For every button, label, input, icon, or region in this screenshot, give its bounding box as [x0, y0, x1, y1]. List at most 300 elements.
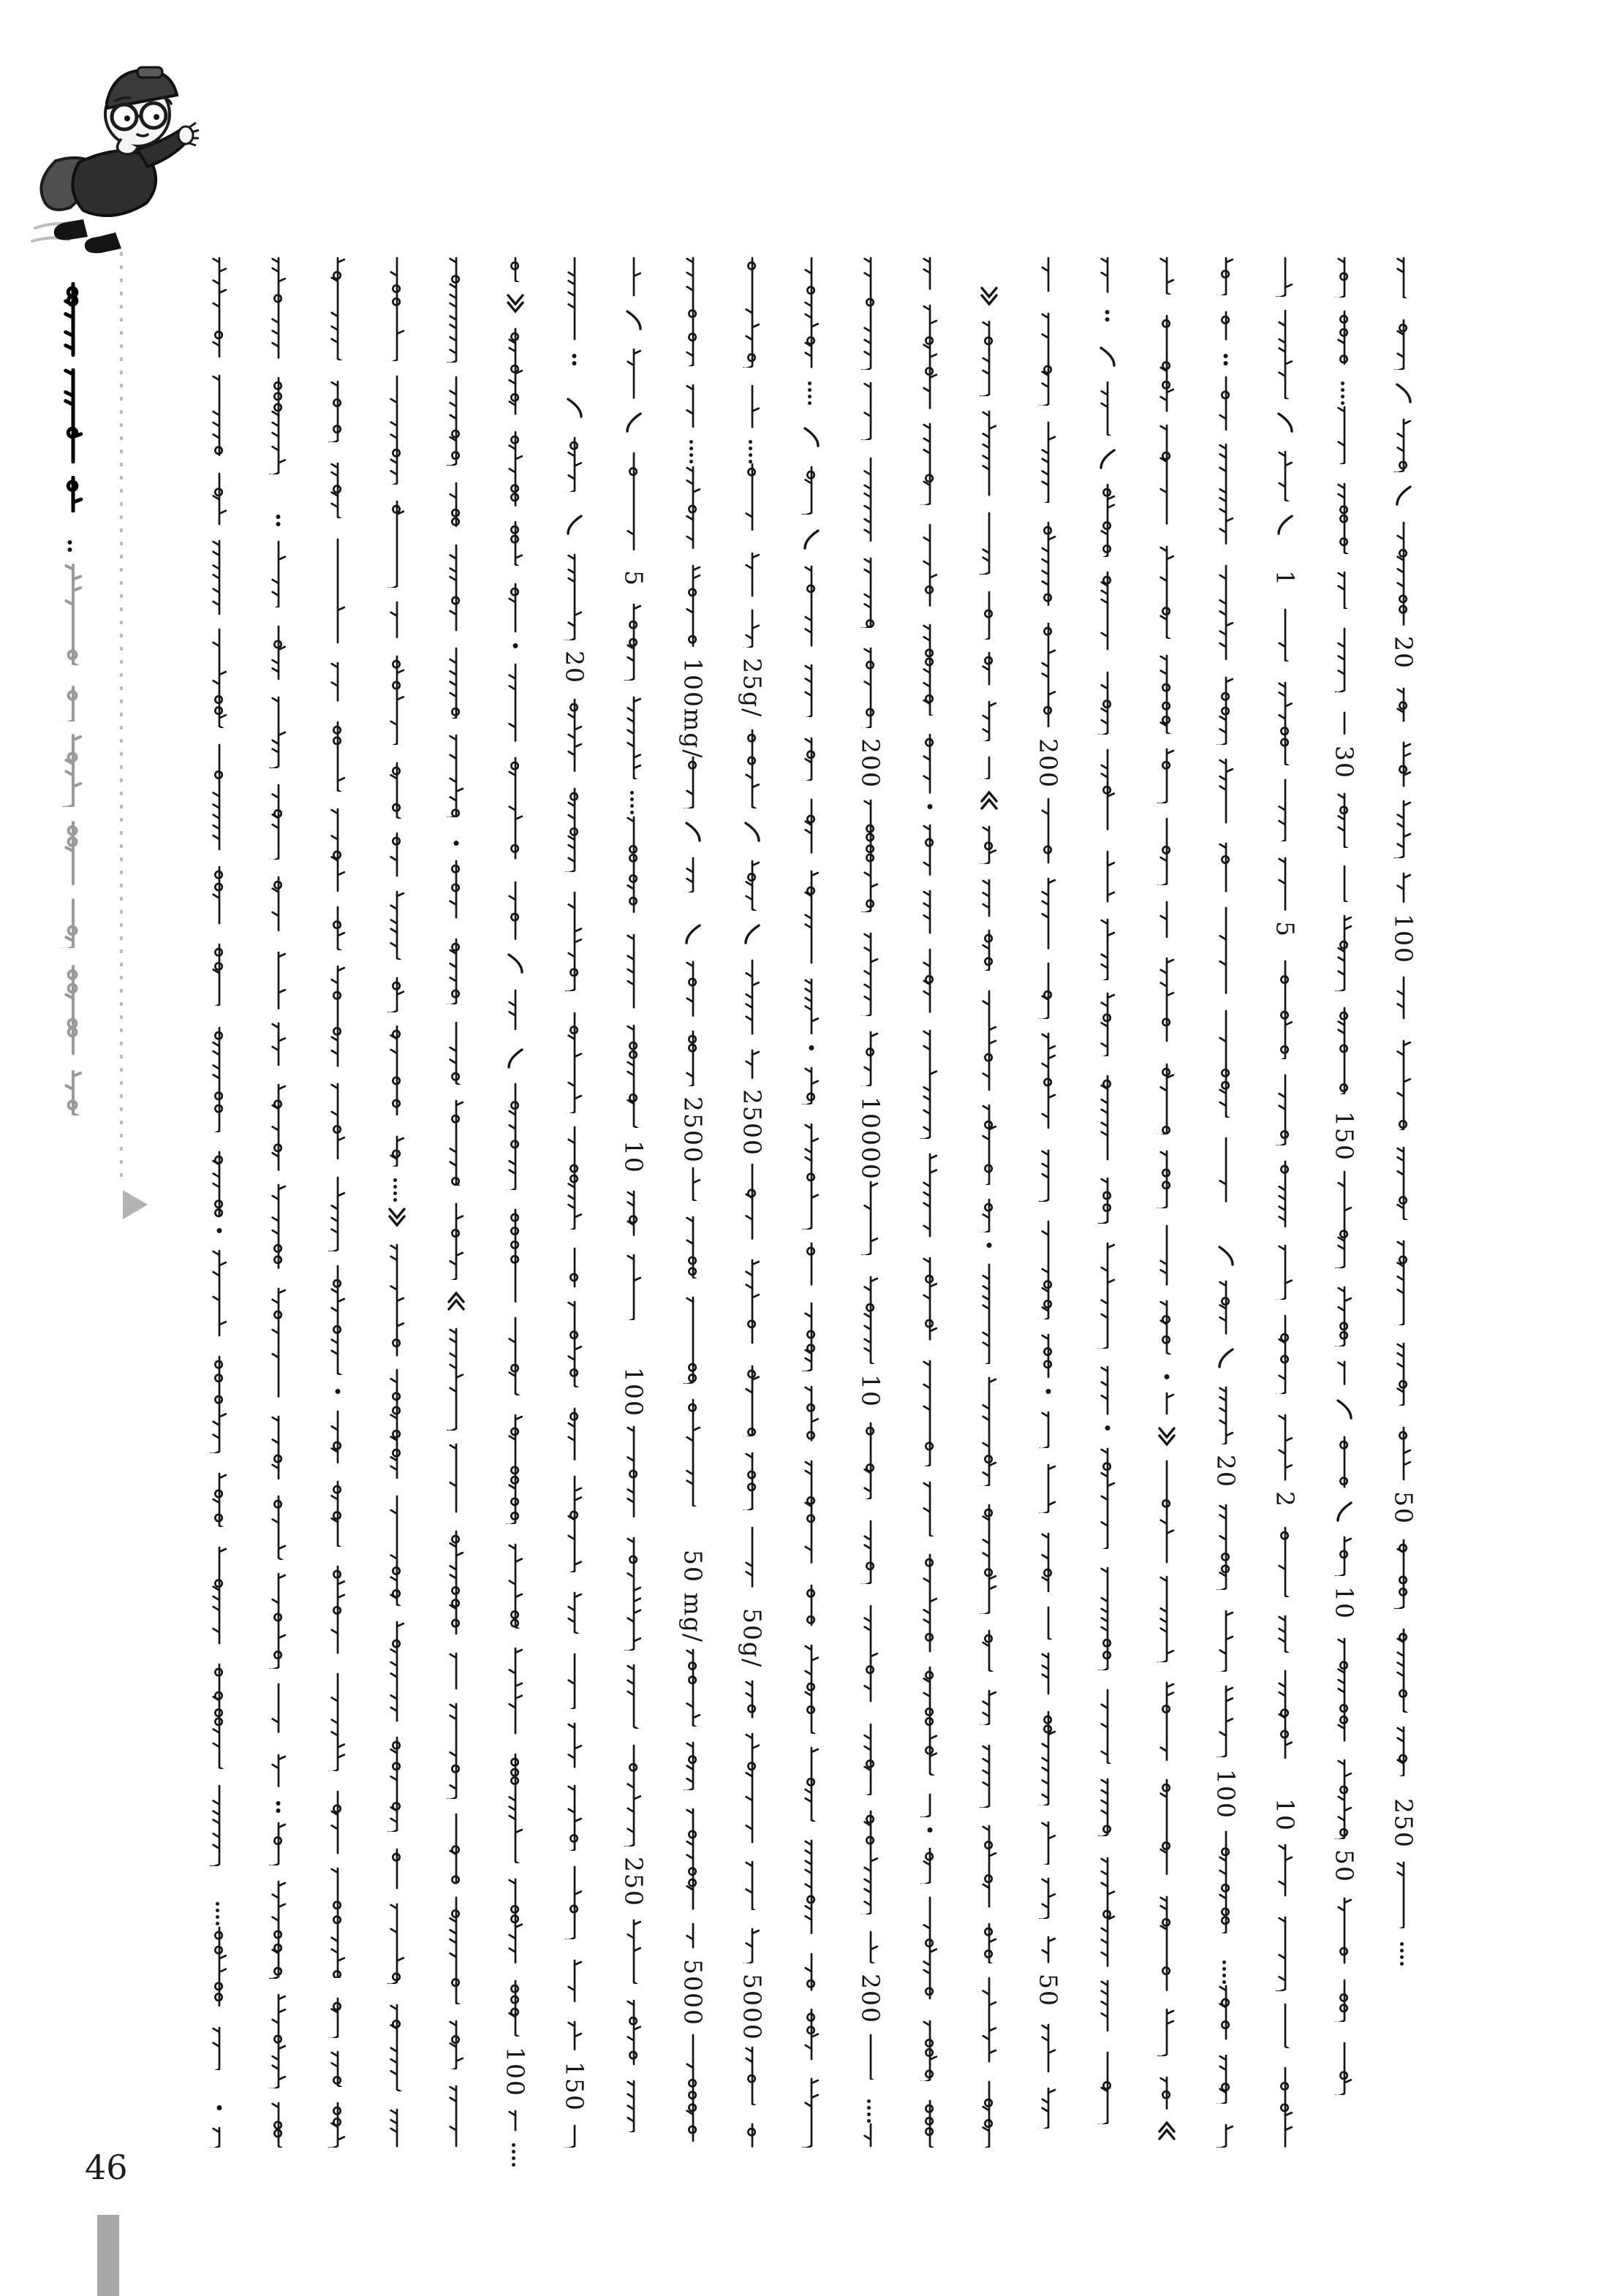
mongolian-word	[1098, 2051, 1117, 2124]
mongolian-word	[1335, 1286, 1354, 1346]
mongolian-word	[624, 1537, 643, 1651]
mongolian-word	[210, 1249, 229, 1337]
lesson-subtitle-word	[62, 821, 84, 885]
mongolian-word	[684, 1167, 703, 1201]
embedded-number: 100	[1389, 914, 1418, 964]
mongolian-word	[1276, 960, 1295, 1060]
mongolian-word	[861, 647, 880, 728]
mongolian-word	[1157, 1063, 1176, 1134]
mongolian-word	[861, 1276, 880, 1364]
mongolian-word	[506, 1208, 525, 1303]
mongolian-word	[743, 384, 762, 428]
mongolian-word	[269, 696, 288, 768]
embedded-number: 50	[1389, 1491, 1418, 1525]
mongolian-word	[980, 2080, 999, 2148]
mongolian-word	[1098, 850, 1117, 903]
mongolian-word	[506, 1753, 525, 1863]
mongolian-word	[1276, 1074, 1295, 1145]
embedded-number: 100	[501, 2047, 530, 2097]
mongolian-word	[980, 1263, 999, 1365]
mongolian-word	[565, 1126, 584, 1230]
mongolian-word	[565, 257, 584, 341]
mongolian-word	[447, 1202, 466, 1280]
mongolian-word	[1217, 2123, 1236, 2148]
parenthesis-mark	[1098, 446, 1117, 472]
mongolian-word	[1039, 257, 1058, 292]
mongolian-word	[743, 1680, 762, 1719]
mongolian-word	[920, 1153, 939, 1238]
text-column	[1211, 252, 1241, 2158]
mongolian-word	[328, 721, 347, 792]
mongolian-word	[1039, 1220, 1058, 1319]
embedded-number: 50g/	[738, 1608, 767, 1669]
mongolian-word	[802, 870, 821, 964]
mongolian-word	[447, 2020, 466, 2069]
mongolian-word	[802, 1123, 821, 1230]
middle-dot-mark	[217, 2105, 222, 2110]
mongolian-word	[743, 1365, 762, 1436]
mongolian-word	[1394, 741, 1413, 787]
parenthesis-mark	[1394, 482, 1413, 509]
dotted-rule	[120, 252, 123, 1183]
parenthesis-mark	[1217, 1345, 1236, 1371]
mongolian-word	[506, 2110, 525, 2132]
mongolian-word	[684, 1296, 703, 1384]
mongolian-word	[269, 1287, 288, 1398]
mongolian-word	[624, 1024, 643, 1127]
mongolian-word	[328, 2050, 347, 2087]
four-dot-end-mark	[510, 2142, 521, 2168]
mongolian-word	[743, 1452, 762, 1510]
middle-dot-mark	[1165, 1374, 1170, 1379]
mongolian-word	[743, 1526, 762, 1588]
mongolian-word	[980, 756, 999, 779]
embedded-number: 2500	[678, 1096, 708, 1164]
mongolian-word	[565, 891, 584, 991]
mongolian-word	[980, 320, 999, 395]
mongolian-word	[269, 257, 288, 359]
embedded-number: 5	[1271, 921, 1300, 938]
mongolian-word	[1217, 676, 1236, 745]
mongolian-word	[387, 1903, 406, 1984]
text-column	[387, 252, 406, 2158]
mongolian-word	[1276, 257, 1295, 297]
mongolian-word	[1157, 1150, 1176, 1208]
mongolian-word	[210, 1355, 229, 1453]
mongolian-word	[269, 1022, 288, 1066]
mongolian-word	[624, 257, 643, 297]
mongolian-word	[684, 857, 703, 893]
lesson-subtitle-word	[62, 965, 84, 1055]
mongolian-word	[1276, 2066, 1295, 2148]
embedded-number: 20	[560, 651, 589, 684]
mongolian-word	[743, 1259, 762, 1344]
mongolian-word	[624, 452, 643, 551]
mongolian-word	[1394, 1628, 1413, 1713]
mongolian-word	[565, 1407, 584, 1461]
mongolian-word	[210, 2026, 229, 2070]
mongolian-word	[624, 1190, 643, 1237]
mongolian-word	[506, 1979, 525, 2037]
mongolian-word	[447, 860, 466, 919]
embedded-number: 5000	[738, 1974, 767, 2041]
embedded-number: 50	[1330, 1849, 1359, 1883]
mongolian-word	[980, 879, 999, 917]
parenthesis-mark	[802, 526, 821, 553]
mongolian-word	[743, 609, 762, 648]
mongolian-word	[328, 380, 347, 442]
mongolian-word	[1276, 1526, 1295, 1597]
mongolian-word	[565, 698, 584, 773]
mongolian-word	[1039, 1149, 1058, 1201]
mongolian-word	[387, 977, 406, 1012]
mongolian-word	[684, 2034, 703, 2142]
mongolian-word	[1217, 1610, 1236, 1672]
mongolian-word	[328, 1176, 347, 1251]
mongolian-word	[1394, 872, 1413, 903]
mongolian-word	[1217, 1386, 1236, 1444]
mongolian-word	[1157, 654, 1176, 734]
mongolian-word	[1394, 1039, 1413, 1131]
mongolian-word	[269, 625, 288, 681]
mongolian-word	[1098, 671, 1117, 735]
mongolian-word	[1335, 1536, 1354, 1576]
mongolian-word	[1335, 257, 1354, 298]
embedded-number: 10	[856, 1374, 885, 1408]
embedded-number: 2	[1271, 1491, 1300, 1508]
flying-boy-illustration	[28, 53, 200, 257]
mongolian-word	[328, 1265, 347, 1375]
mongolian-word	[802, 2077, 821, 2148]
mongolian-word	[387, 2004, 406, 2091]
mongolian-word	[1394, 1861, 1413, 1929]
four-dot-end-mark	[629, 789, 639, 816]
mongolian-word	[1276, 681, 1295, 765]
mongolian-word	[1157, 257, 1176, 295]
mongolian-word	[1098, 1778, 1117, 1835]
mongolian-word	[980, 1922, 999, 1964]
mongolian-word	[1276, 778, 1295, 841]
mongolian-word	[1394, 687, 1413, 722]
mongolian-word	[1217, 842, 1236, 893]
mongolian-word	[1157, 817, 1176, 885]
lesson-subtitle-gray-segment	[62, 559, 84, 1126]
embedded-number: 5	[619, 570, 648, 587]
embedded-number: 10000	[856, 1096, 885, 1181]
mongolian-word	[802, 1385, 821, 1441]
mongolian-word	[920, 624, 939, 716]
mongolian-word	[1217, 2054, 1236, 2104]
mongolian-word	[565, 1653, 584, 1709]
lesson-title-word	[61, 476, 85, 512]
mongolian-word	[1039, 521, 1058, 606]
mongolian-word	[565, 1012, 584, 1113]
lesson-subtitle-word	[62, 898, 84, 949]
mongolian-word	[328, 662, 347, 702]
mongolian-word	[743, 1732, 762, 1844]
mongolian-word	[980, 990, 999, 1091]
mongolian-word	[1157, 424, 1176, 525]
header-colon-mark	[68, 537, 73, 555]
middle-dot-mark	[809, 1045, 814, 1050]
mongolian-word	[1039, 1463, 1058, 1513]
mongolian-word	[269, 1880, 288, 1978]
mongolian-word	[210, 743, 229, 851]
mongolian-word	[1157, 957, 1176, 1042]
mongolian-word	[1039, 1877, 1058, 1919]
mongolian-word	[565, 787, 584, 872]
mongolian-word	[1335, 1170, 1354, 1268]
middle-dot-mark	[1105, 1425, 1111, 1431]
mongolian-word	[387, 1368, 406, 1479]
mongolian-word	[1335, 865, 1354, 902]
four-dot-end-mark	[392, 1177, 402, 1203]
mongolian-word	[684, 564, 703, 648]
mongolian-word	[269, 1683, 288, 1733]
mongolian-word	[684, 1808, 703, 1910]
mongolian-word	[447, 376, 466, 465]
middle-dot-mark	[1046, 1389, 1051, 1394]
parenthesis-mark	[506, 950, 525, 977]
mongolian-word	[565, 1959, 584, 2003]
parenthesis-mark	[1335, 1396, 1354, 1422]
mongolian-word	[387, 257, 406, 361]
mongolian-word	[1217, 564, 1236, 661]
text-column	[738, 252, 767, 2158]
mongolian-word	[565, 436, 584, 492]
middle-dot-mark	[928, 1827, 933, 1833]
mongolian-word	[743, 463, 762, 531]
mongolian-word	[861, 457, 880, 542]
mongolian-word	[743, 959, 762, 1035]
mongolian-word	[387, 1135, 406, 1167]
mongolian-word	[920, 733, 939, 794]
mongolian-word	[624, 603, 643, 681]
parenthesis-mark	[1394, 380, 1413, 406]
mongolian-colon-mark	[1224, 351, 1229, 368]
mongolian-word	[328, 906, 347, 950]
mongolian-word	[1394, 418, 1413, 472]
title-guillemet-mark	[387, 1206, 406, 1228]
mongolian-word	[920, 1257, 939, 1341]
mongolian-word	[506, 1647, 525, 1735]
mongolian-word	[624, 348, 643, 399]
parenthesis-mark	[1335, 1499, 1354, 1525]
embedded-number: 250	[619, 1857, 648, 1907]
mongolian-word	[1394, 1426, 1413, 1481]
mongolian-word	[210, 1546, 229, 1645]
mongolian-word	[1394, 1240, 1413, 1325]
mongolian-word	[684, 1030, 703, 1086]
text-column	[920, 252, 939, 2158]
mongolian-word	[1098, 381, 1117, 436]
mongolian-word	[1276, 1414, 1295, 1481]
mongolian-word	[861, 1520, 880, 1584]
mongolian-word	[624, 816, 643, 913]
four-dot-end-mark	[747, 439, 757, 465]
mongolian-word	[328, 1867, 347, 1979]
mongolian-word	[743, 1049, 762, 1079]
mongolian-word	[802, 978, 821, 1035]
mongolian-word	[1217, 1985, 1236, 2040]
mongolian-word	[1098, 1177, 1117, 1223]
mongolian-word	[269, 876, 288, 932]
mongolian-word	[802, 1952, 821, 1991]
mongolian-word	[210, 865, 229, 925]
mongolian-word	[447, 938, 466, 1004]
mongolian-word	[447, 544, 466, 632]
mongolian-word	[1217, 1504, 1236, 1590]
embedded-number: 50	[1034, 1974, 1063, 2007]
mongolian-word	[980, 1376, 999, 1486]
parenthesis-mark	[1098, 344, 1117, 370]
mongolian-word	[920, 423, 939, 505]
embedded-number: 25g/	[738, 658, 767, 719]
embedded-number: 20	[1211, 1455, 1241, 1488]
embedded-number: 20	[1389, 636, 1418, 670]
mongolian-word	[624, 696, 643, 779]
rule-end-triangle-icon	[123, 1190, 148, 1219]
mongolian-word	[269, 1083, 288, 1171]
mongolian-word	[980, 929, 999, 971]
mongolian-word	[1394, 976, 1413, 1020]
mongolian-word	[447, 1652, 466, 1690]
mongolian-word	[802, 1066, 821, 1105]
mongolian-word	[506, 757, 525, 860]
mongolian-word	[387, 832, 406, 877]
mongolian-word	[684, 1648, 703, 1727]
mongolian-colon-mark	[276, 1798, 281, 1816]
mongolian-word	[1335, 1897, 1354, 1964]
mongolian-word	[506, 663, 525, 742]
mongolian-word	[743, 729, 762, 808]
mongolian-word	[447, 1813, 466, 1884]
mongolian-word	[565, 1475, 584, 1572]
text-column	[856, 252, 885, 2158]
mongolian-word	[1335, 711, 1354, 735]
mongolian-word	[1276, 1670, 1295, 1759]
mongolian-word	[980, 1689, 999, 1725]
mongolian-word	[269, 540, 288, 608]
mongolian-word	[624, 933, 643, 1009]
mongolian-word	[387, 1736, 406, 1832]
mongolian-word	[802, 1839, 821, 1935]
mongolian-word	[210, 1663, 229, 1769]
mongolian-word	[684, 1216, 703, 1278]
mongolian-word	[269, 951, 288, 1010]
flying-boy-drawing	[28, 53, 200, 257]
mongolian-word	[269, 1993, 288, 2088]
mongolian-word	[506, 1316, 525, 1395]
mongolian-word	[506, 583, 525, 633]
mongolian-word	[980, 651, 999, 686]
parenthesis-mark	[1217, 1243, 1236, 1269]
mongolian-word	[1098, 918, 1117, 980]
text-column	[501, 252, 530, 2158]
mongolian-word	[1039, 1936, 1058, 1963]
mongolian-word	[447, 1530, 466, 1635]
embedded-number: 200	[856, 738, 885, 789]
mongolian-word	[802, 1644, 821, 1734]
mongolian-word	[980, 1977, 999, 2063]
mongolian-word	[1394, 1146, 1413, 1220]
mongolian-word	[920, 948, 939, 1013]
mongolian-word	[210, 1151, 229, 1218]
mongolian-word	[565, 1247, 584, 1288]
mongolian-word	[980, 410, 999, 496]
mongolian-word	[1039, 1606, 1058, 1640]
mongolian-word	[328, 1997, 347, 2038]
mongolian-word	[387, 1025, 406, 1116]
parenthesis-mark	[624, 409, 643, 436]
mongolian-word	[1039, 1032, 1058, 1129]
mongolian-word	[861, 2123, 880, 2148]
mongolian-word	[1335, 627, 1354, 692]
mongolian-word	[1276, 309, 1295, 399]
mongolian-word	[1217, 906, 1236, 995]
mongolian-word	[684, 1741, 703, 1790]
mongolian-word	[387, 1495, 406, 1606]
mongolian-word	[1157, 2076, 1176, 2110]
parenthesis-mark	[743, 921, 762, 947]
mongolian-word	[861, 557, 880, 628]
mongolian-word	[1157, 2008, 1176, 2056]
embedded-number: 10	[619, 1140, 648, 1174]
mongolian-word	[269, 1822, 288, 1865]
mongolian-word	[1098, 1689, 1117, 1764]
mongolian-word	[920, 824, 939, 876]
mongolian-word	[1039, 1821, 1058, 1865]
mongolian-word	[328, 1083, 347, 1160]
mongolian-word	[1394, 257, 1413, 298]
mongolian-word	[920, 1553, 939, 1653]
mongolian-word	[447, 2085, 466, 2148]
title-guillemet-mark	[506, 292, 525, 314]
embedded-number: 100	[1211, 1769, 1241, 1819]
mongolian-word	[565, 553, 584, 640]
mongolian-word	[920, 890, 939, 934]
mongolian-word	[1394, 1342, 1413, 1406]
mongolian-word	[980, 591, 999, 640]
embedded-number: 150	[560, 2061, 589, 2112]
mongolian-word	[565, 1722, 584, 1768]
mongolian-word	[743, 257, 762, 368]
mongolian-word	[1217, 257, 1236, 295]
mongolian-word	[624, 1919, 643, 1984]
middle-dot-mark	[217, 1228, 222, 1233]
embedded-number: 10	[1330, 1586, 1359, 1620]
mongolian-word	[328, 965, 347, 1067]
mongolian-word	[269, 1415, 288, 1480]
mongolian-word	[328, 462, 347, 518]
mongolian-word	[1394, 319, 1413, 370]
mongolian-word	[684, 1398, 703, 1507]
mongolian-word	[920, 1481, 939, 1537]
mongolian-word	[980, 1104, 999, 1186]
mongolian-word	[447, 257, 466, 363]
mongolian-word	[980, 1504, 999, 1614]
mongolian-word	[565, 2124, 584, 2148]
embedded-number: 200	[856, 1974, 885, 2024]
mongolian-word	[387, 375, 406, 485]
mongolian-word	[1394, 521, 1413, 626]
mongolian-word	[1157, 1895, 1176, 1992]
mongolian-word	[1335, 482, 1354, 554]
bottom-edge-bar	[97, 2215, 119, 2296]
mongolian-word	[861, 1810, 880, 1914]
mongolian-word	[269, 1495, 288, 1559]
mongolian-word	[861, 1181, 880, 1255]
